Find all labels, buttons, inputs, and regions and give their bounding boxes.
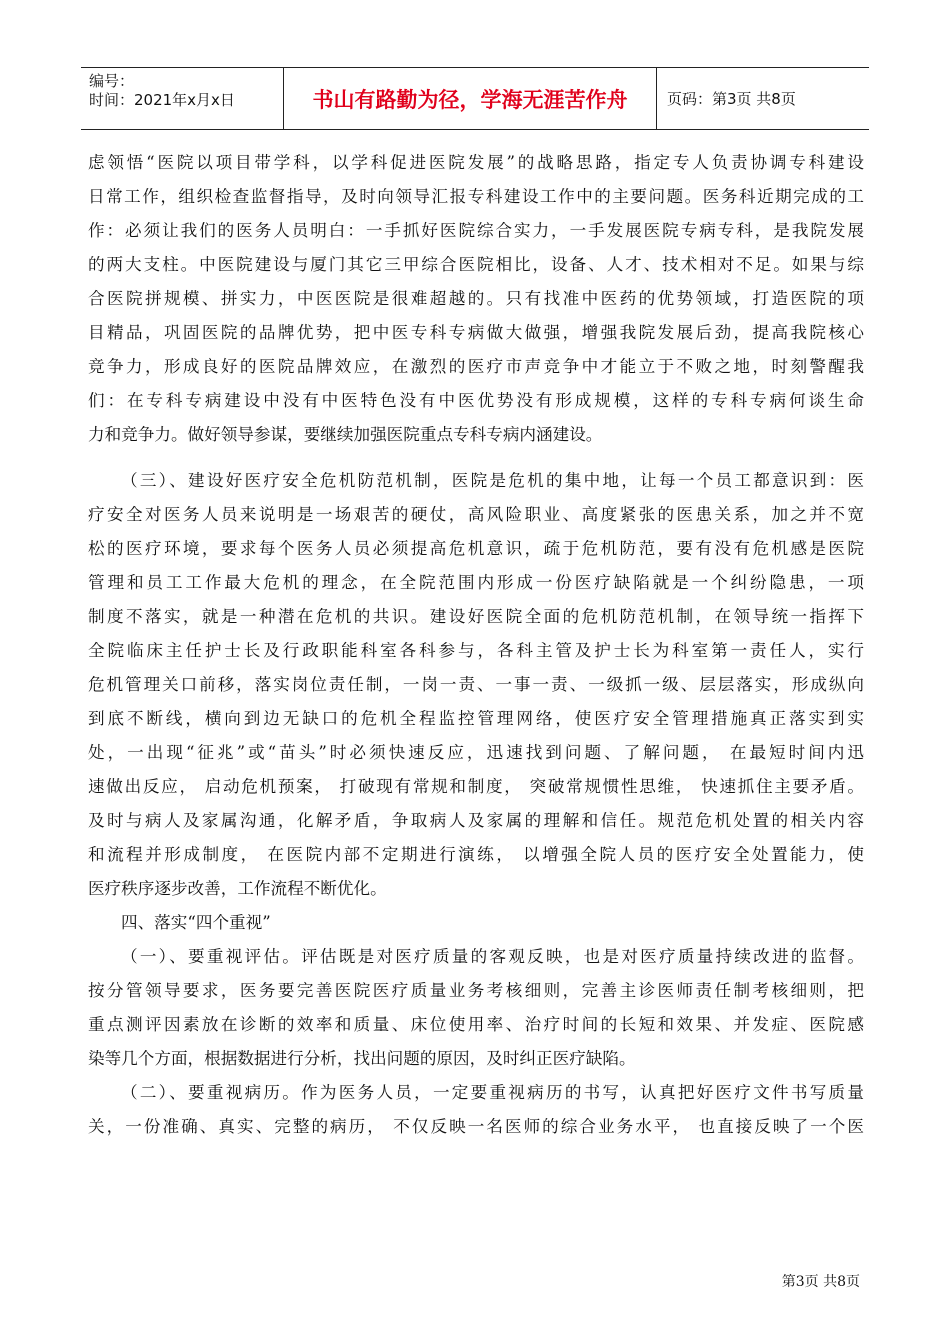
text-line: 危机管理关口前移，落实岗位责任制，一岗一责、一事一责、一级抓一级、层层落实，形成纵向 xyxy=(88,675,864,694)
text-line: 和流程并形成制度， 在医院内部不定期进行演练， 以增强全院人员的医疗安全处置能力，使 xyxy=(88,845,865,864)
text-line: 速做出反应， 启动危机预案， 打破现有常规和制度， 突破常规惯性思维， 快速抓住主要矛盾。 xyxy=(88,777,864,796)
page-header xyxy=(81,67,869,130)
text-line: 四、落实“四个重视” xyxy=(121,913,271,932)
text-line: 松的医疗环境，要求每个医务人员必须提高危机意识，疏于危机防范，要有没有危机感是医院 xyxy=(88,539,864,558)
text-line: 日常工作，组织检查监督指导，及时向领导汇报专科建设工作中的主要问题。医务科近期完成的工 xyxy=(88,187,864,206)
text-line: 染等几个方面，根据数据进行分析，找出问题的原因，及时纠正医疗缺陷。 xyxy=(88,1049,636,1068)
text-line: 疗安全对医务人员来说明是一场艰苦的硬仗，高风险职业、高度紧张的医患关系，加之并不宽 xyxy=(88,505,864,524)
text-line: 到底不断线，横向到边无缺口的危机全程监控管理网络，使医疗安全管理措施真正落实到实 xyxy=(88,709,864,728)
text-line: 目精品，巩固医院的品牌优势，把中医专科专病做大做强，增强我院发展后劲，提高我院核心 xyxy=(88,323,864,342)
page-footer: 第3页 共8页 xyxy=(781,1274,860,1290)
text-line: 的两大支柱。中医院建设与厦门其它三甲综合医院相比，设备、人才、技术相对不足。如果与综 xyxy=(88,255,864,274)
text-line: （一）、要重视评估。评估既是对医疗质量的客观反映，也是对医疗质量持续改进的监督。 xyxy=(121,947,864,966)
text-line: 重点测评因素放在诊断的效率和质量、床位使用率、治疗时间的长短和效果、并发症、医院感 xyxy=(88,1015,864,1034)
text-line: 处，一出现“征兆”或“苗头”时必须快速反应，迅速找到问题、了解问题， 在最短时间内迅 xyxy=(88,743,864,762)
text-line: 竞争力，形成良好的医院品牌效应，在激烈的医疗市声竞争中才能立于不败之地，时刻警醒我 xyxy=(88,357,864,376)
text-line: 虑领悟“医院以项目带学科，以学科促进医院发展”的战略思路，指定专人负责协调专科建设 xyxy=(88,153,864,172)
document-body xyxy=(88,146,864,1144)
text-line: 医疗秩序逐步改善，工作流程不断优化。 xyxy=(88,879,387,898)
text-line: 制度不落实，就是一种潜在危机的共识。建设好医院全面的危机防范机制，在领导统一指挥下 xyxy=(88,607,864,626)
text-line: 管理和员工工作最大危机的理念，在全院范围内形成一份医疗缺陷就是一个纠纷隐患，一项 xyxy=(88,573,864,592)
header-meta xyxy=(81,68,284,129)
text-line: 全院临床主任护士长及行政职能科室各科参与，各科主管及护士长为科室第一责任人，实行 xyxy=(88,641,864,660)
header-page-number: 页码：第3页 共8页 xyxy=(667,90,796,108)
header-motto: 书山有路勤为径，学海无涯苦作舟 xyxy=(284,68,657,129)
paragraph xyxy=(88,940,864,1076)
section-heading xyxy=(88,906,864,940)
paragraph xyxy=(88,146,864,452)
text-line: 合医院拼规模、拼实力，中医医院是很难超越的。只有找准中医药的优势领域，打造医院的项 xyxy=(88,289,864,308)
text-line: 关，一份准确、真实、完整的病历， 不仅反映一名医师的综合业务水平， 也直接反映了一个医 xyxy=(88,1117,864,1136)
text-line: 按分管领导要求，医务要完善医院医疗质量业务考核细则，完善主诊医师责任制考核细则，把 xyxy=(88,981,864,1000)
doc-time-label: 时间：2021年x月x日 xyxy=(89,91,235,109)
text-line: 们：在专科专病建设中没有中医特色没有中医优势没有形成规模，这样的专科专病何谈生命 xyxy=(88,391,864,410)
paragraph xyxy=(88,1076,864,1144)
paragraph xyxy=(88,464,864,906)
text-line: 作：必须让我们的医务人员明白：一手抓好医院综合实力，一手发展医院专病专科，是我院发展 xyxy=(88,221,864,240)
text-line: （三）、建设好医疗安全危机防范机制，医院是危机的集中地，让每一个员工都意识到：医 xyxy=(121,471,864,490)
text-line: 力和竞争力。做好领导参谋，要继续加强医院重点专科专病内涵建设。 xyxy=(88,425,603,444)
text-line: 及时与病人及家属沟通，化解矛盾，争取病人及家属的理解和信任。规范危机处置的相关内容 xyxy=(88,811,864,830)
doc-number-label: 编号： xyxy=(89,72,135,90)
text-line: （二）、要重视病历。作为医务人员，一定要重视病历的书写，认真把好医疗文件书写质量 xyxy=(121,1083,864,1102)
